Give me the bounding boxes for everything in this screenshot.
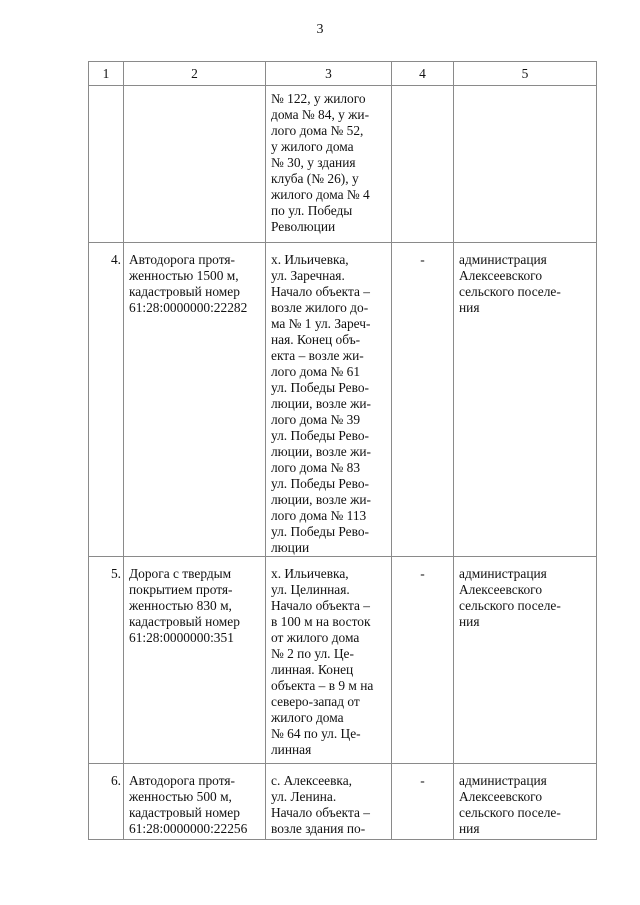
- row-number-cell: [89, 764, 124, 840]
- object-name: Дорога с твердым покрытием протя- женностью 830 м, кадастровый номер 61:28:0000000:351: [129, 566, 240, 645]
- column-header-5: 5: [454, 62, 597, 86]
- objects-table: [88, 61, 597, 840]
- object-name-cell: [124, 86, 266, 243]
- table-row: [89, 243, 597, 557]
- object-location: № 122, у жилого дома № 84, у жи- лого дома № 52, у жилого дома № 30, у здания клуба (№ 26), у жилого дома № 4 по ул. Победы Революции: [271, 91, 370, 234]
- column-header-1: 1: [89, 62, 124, 86]
- table-header-row: [89, 62, 597, 86]
- column-4-value: [392, 86, 453, 95]
- row-number: 4.: [110, 252, 121, 267]
- table-row: [89, 764, 597, 840]
- object-location-cell: [266, 243, 392, 557]
- row-number: 6.: [110, 773, 121, 788]
- row-number: [89, 86, 123, 95]
- object-location: с. Алексеевка, ул. Ленина. Начало объекта – возле здания по-: [271, 773, 370, 836]
- owner: администрация Алексеевского сельского поселе- ния: [459, 773, 561, 836]
- row-number-cell: [89, 243, 124, 557]
- object-location-cell: [266, 764, 392, 840]
- object-name: Автодорога протя- женностью 500 м, кадастровый номер 61:28:0000000:22256: [129, 773, 248, 836]
- owner: администрация Алексеевского сельского поселе- ния: [459, 252, 561, 315]
- column-header-3: 3: [266, 62, 392, 86]
- owner: [454, 86, 596, 91]
- object-location: х. Ильичевка, ул. Заречная. Начало объекта – возле жилого до- ма № 1 ул. Зареч- ная. Конец объ- екта – возле жи- лого дома № 61 ул. Победы Рево- люции, возле жи- лого дома № 39 ул. Победы Рево- люции, возле жи- лого дома № 83 ул. Победы Рево- люции, возле жи- лого дома № 113 ул. Победы Рево- люции: [271, 252, 371, 555]
- owner-cell: [454, 243, 597, 557]
- table-row: [89, 86, 597, 243]
- column-4-value: -: [420, 773, 425, 788]
- table-row: [89, 557, 597, 764]
- object-name-cell: [124, 243, 266, 557]
- column-4-cell: [392, 86, 454, 243]
- column-header-4: 4: [392, 62, 454, 86]
- object-name: [124, 86, 265, 91]
- owner-cell: [454, 86, 597, 243]
- row-number-cell: [89, 86, 124, 243]
- owner-cell: [454, 557, 597, 764]
- object-location-cell: [266, 86, 392, 243]
- object-name-cell: [124, 764, 266, 840]
- column-header-2: 2: [124, 62, 266, 86]
- owner-cell: [454, 764, 597, 840]
- row-number: 5.: [110, 566, 121, 581]
- owner: администрация Алексеевского сельского поселе- ния: [459, 566, 561, 629]
- column-4-cell: [392, 557, 454, 764]
- column-4-cell: [392, 764, 454, 840]
- object-location-cell: [266, 557, 392, 764]
- column-4-cell: [392, 243, 454, 557]
- column-4-value: -: [420, 566, 425, 581]
- page-number: 3: [316, 22, 324, 37]
- object-name: Автодорога протя- женностью 1500 м, кадастровый номер 61:28:0000000:22282: [129, 252, 248, 315]
- object-name-cell: [124, 557, 266, 764]
- row-number-cell: [89, 557, 124, 764]
- column-4-value: -: [420, 252, 425, 267]
- object-location: х. Ильичевка, ул. Целинная. Начало объекта – в 100 м на восток от жилого дома № 2 по ул. Це- линная. Конец объекта – в 9 м на северо-запад от жилого дома № 64 по ул. Це- линная: [271, 566, 374, 757]
